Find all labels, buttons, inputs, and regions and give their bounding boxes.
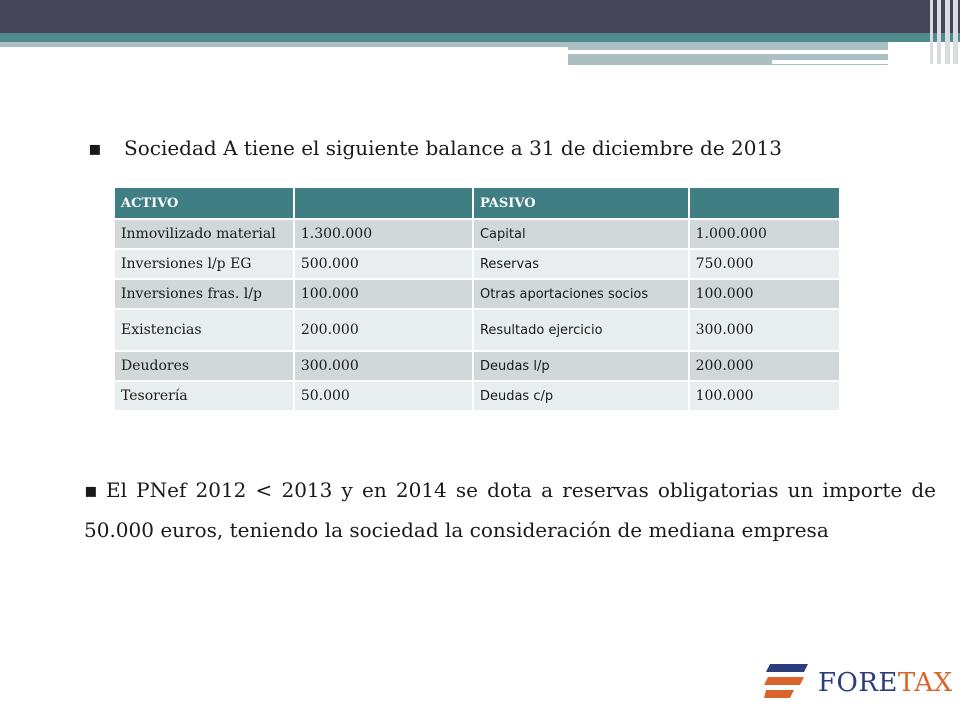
bullet-text: Sociedad A tiene el siguiente balance a 31 de diciembre de 2013 [124, 136, 782, 160]
table-row [114, 309, 840, 351]
liability-amount: 1.000.000 [689, 219, 840, 249]
asset-amount: 200.000 [294, 309, 473, 351]
table-header-row [114, 187, 840, 219]
header-activo-amount [294, 187, 473, 219]
asset-label: Existencias [114, 309, 294, 351]
asset-label: Inmovilizado material [114, 219, 294, 249]
balance-table [113, 186, 841, 412]
liability-amount: 750.000 [689, 249, 840, 279]
asset-label: Inversiones l/p EG [114, 249, 294, 279]
asset-amount: 1.300.000 [294, 219, 473, 249]
header-pasivo: PASIVO [473, 187, 689, 219]
header-band [0, 0, 960, 33]
header-teal-stripe [0, 33, 960, 42]
asset-amount: 50.000 [294, 381, 473, 411]
corner-decoration [928, 0, 960, 64]
header-pasivo-amount [689, 187, 840, 219]
foretax-logo [764, 660, 953, 704]
header-accent-gap [772, 60, 932, 64]
bullet-point-reserves [84, 470, 936, 550]
liability-label: Reservas [473, 249, 689, 279]
liability-amount: 100.000 [689, 279, 840, 309]
asset-label: Tesorería [114, 381, 294, 411]
liability-label: Resultado ejercicio [473, 309, 689, 351]
table-row [114, 279, 840, 309]
bullet-point-balance [88, 136, 782, 160]
liability-amount: 300.000 [689, 309, 840, 351]
asset-label: Deudores [114, 351, 294, 381]
asset-amount: 500.000 [294, 249, 473, 279]
bullet-icon: ▪ [88, 136, 102, 160]
bullet-icon: ▪ [84, 478, 98, 502]
table-row [114, 219, 840, 249]
liability-label: Deudas c/p [473, 381, 689, 411]
liability-amount: 200.000 [689, 351, 840, 381]
bullet-text: El PNef 2012 < 2013 y en 2014 se dota a reservas obligatorias un importe de 50.000 euros, teniendo la sociedad la consideración de mediana empresa [84, 478, 936, 542]
header-accent-line [568, 42, 888, 52]
table-row [114, 351, 840, 381]
table-row [114, 249, 840, 279]
header-activo: ACTIVO [114, 187, 294, 219]
header-gray-stripe [0, 42, 568, 47]
logo-mark-icon [764, 664, 808, 700]
asset-amount: 100.000 [294, 279, 473, 309]
liability-label: Deudas l/p [473, 351, 689, 381]
asset-amount: 300.000 [294, 351, 473, 381]
table-row [114, 381, 840, 411]
asset-label: Inversiones fras. l/p [114, 279, 294, 309]
liability-label: Otras aportaciones socios [473, 279, 689, 309]
logo-wordmark: FORETAX [818, 668, 953, 698]
liability-label: Capital [473, 219, 689, 249]
liability-amount: 100.000 [689, 381, 840, 411]
